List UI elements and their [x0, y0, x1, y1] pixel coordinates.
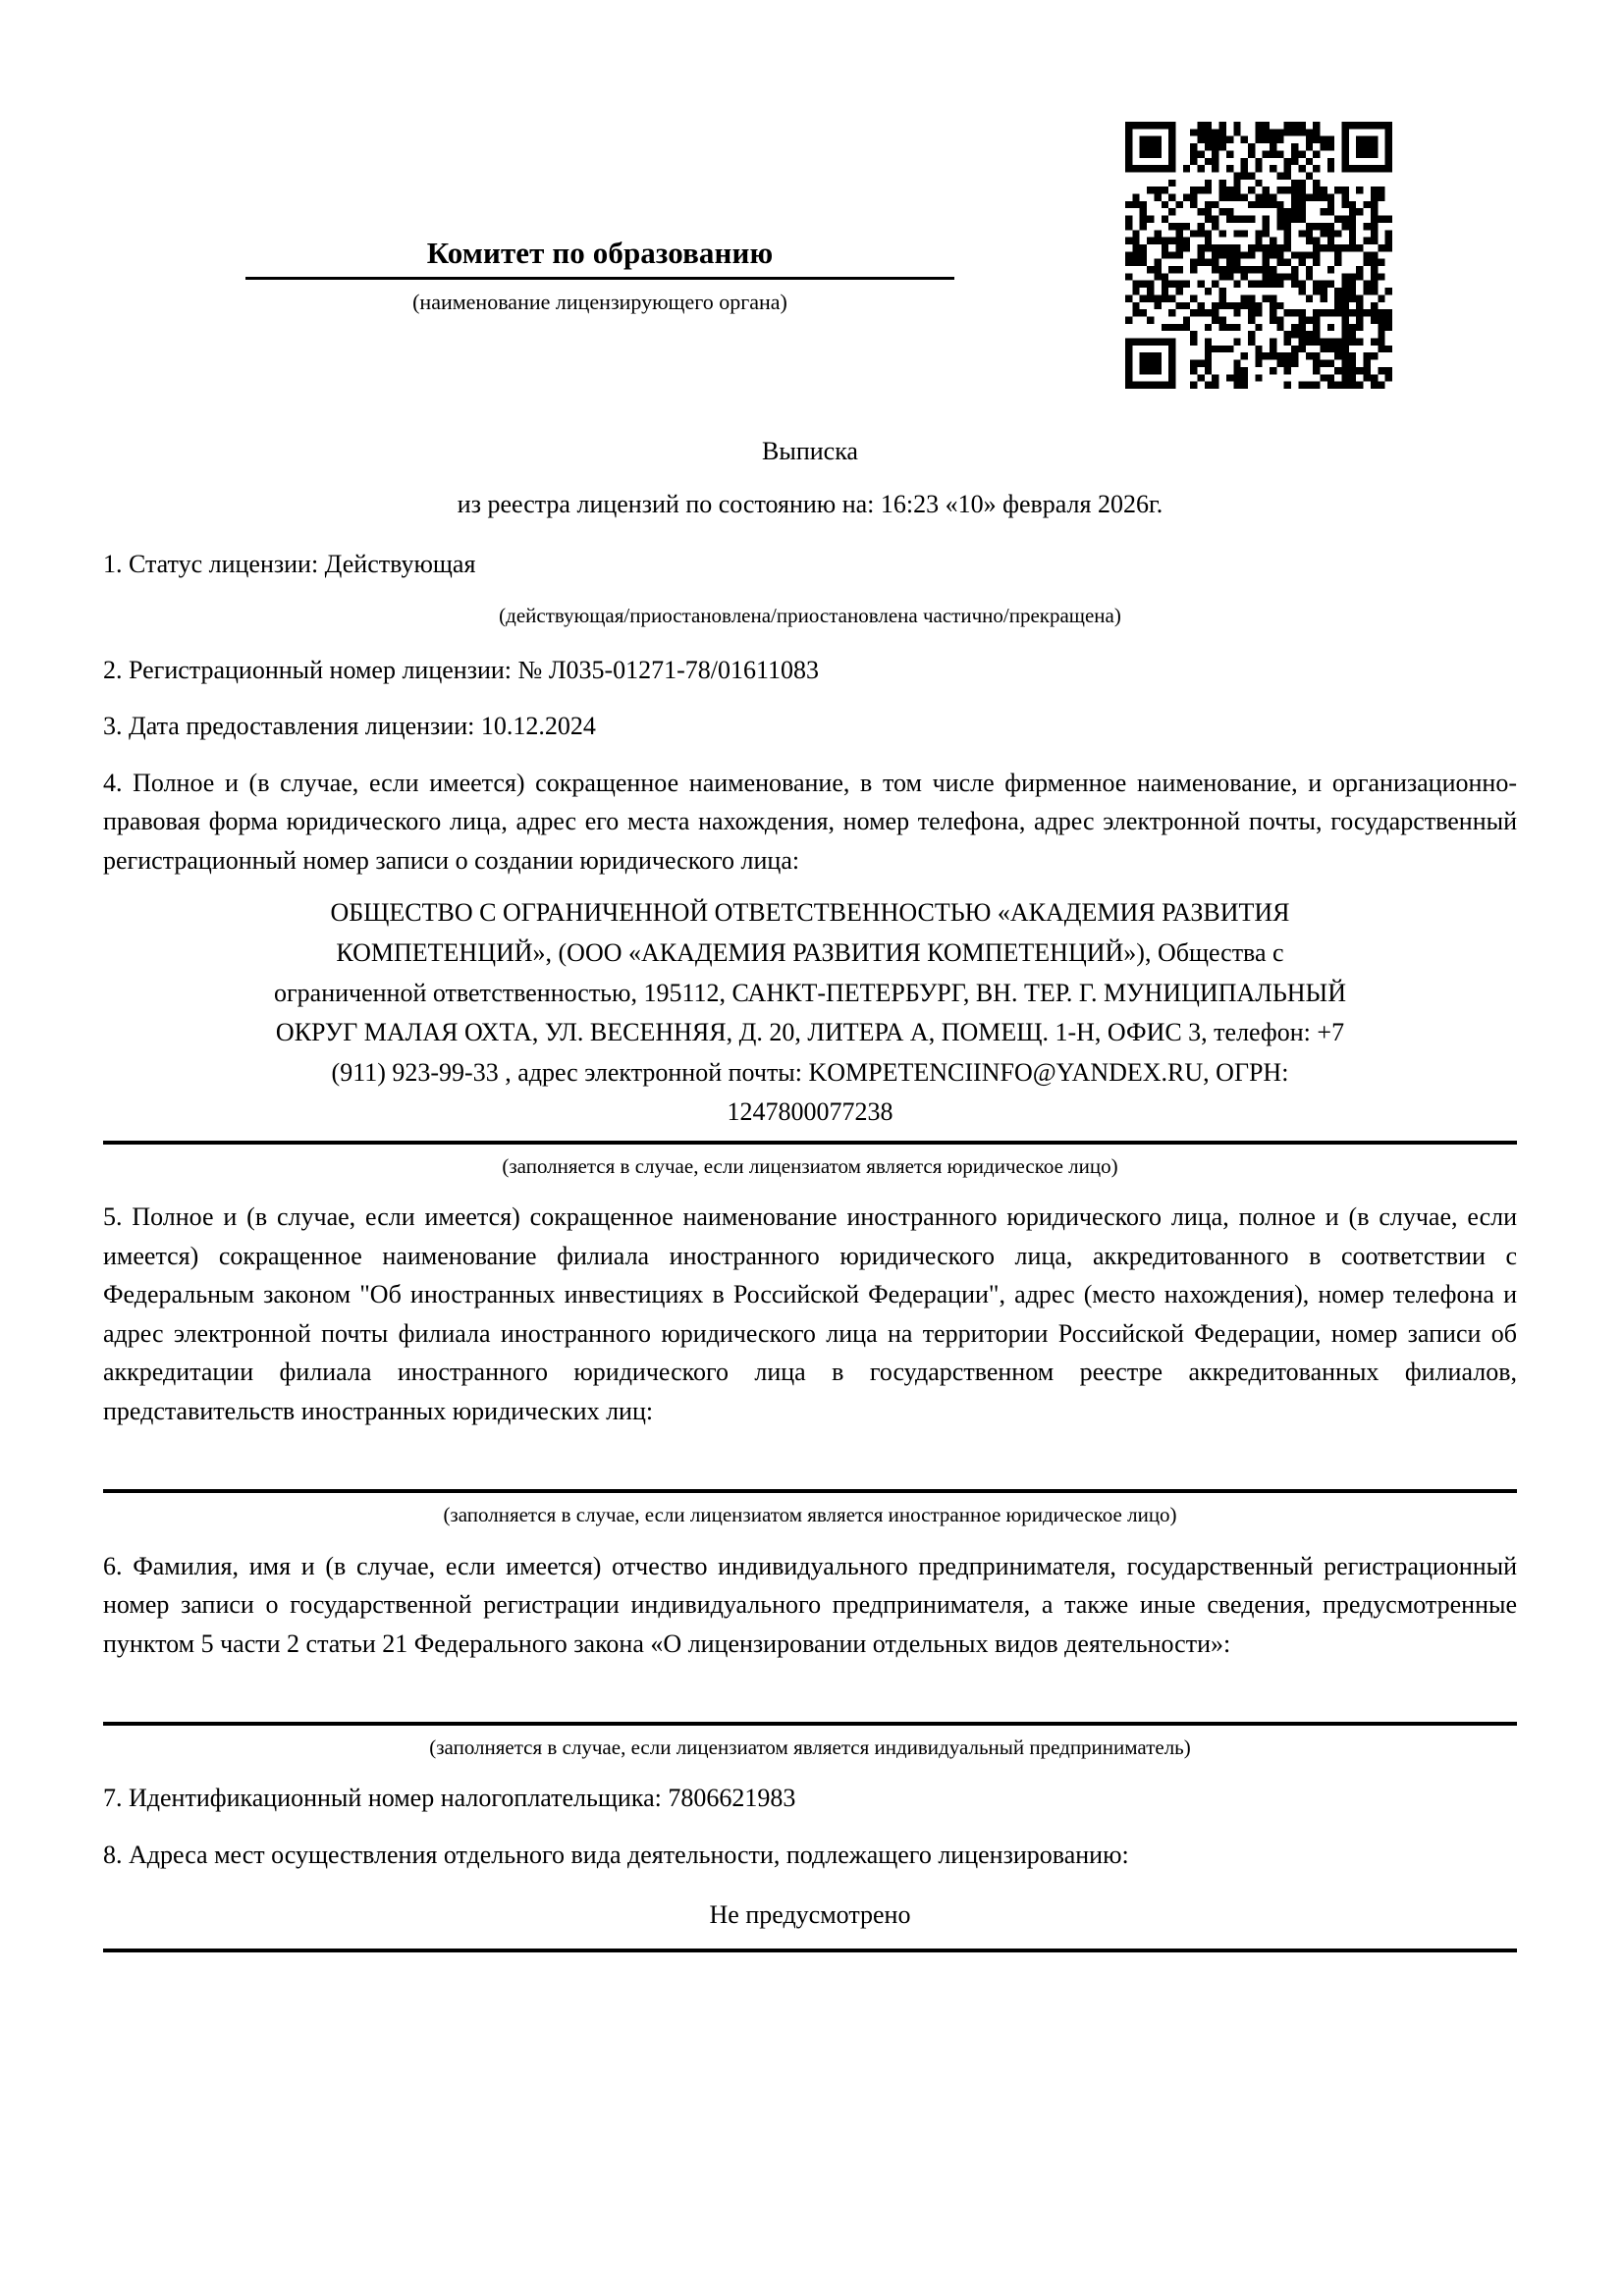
item-8-value: Не предусмотрено	[709, 1900, 911, 1930]
licensing-authority-caption: (наименование лицензирующего органа)	[412, 289, 787, 314]
entity-line: КОМПЕТЕНЦИЙ», (ООО «АКАДЕМИЯ РАЗВИТИЯ КОМПЕТЕНЦИЙ»), Общества с	[336, 938, 1284, 968]
item-4-caption: (заполняется в случае, если лицензиатом является юридическое лицо)	[502, 1153, 1118, 1178]
entity-line: 1247800077238	[727, 1097, 893, 1127]
entity-line: ОБЩЕСТВО С ОГРАНИЧЕННОЙ ОТВЕТСТВЕННОСТЬЮ «АКАДЕМИЯ РАЗВИТИЯ	[330, 898, 1290, 928]
item-7-taxpayer-number: 7. Идентификационный номер налогоплательщика: 7806621983	[103, 1784, 796, 1813]
document-title-line-2: из реестра лицензий по состоянию на: 16:23 «10» февраля 2026г.	[457, 489, 1163, 518]
header-block	[245, 236, 954, 316]
entity-line: ОКРУГ МАЛАЯ ОХТА, УЛ. ВЕСЕННЯЯ, Д. 20, ЛИТЕРА А, ПОМЕЩ. 1-Н, ОФИС 3, телефон: +7	[275, 1018, 1345, 1047]
item-3-issue-date: 3. Дата предоставления лицензии: 10.12.2024	[103, 712, 596, 741]
item-1-status: 1. Статус лицензии: Действующая	[103, 550, 476, 579]
qr-code	[1125, 122, 1392, 389]
item-5-heading: 5. Полное и (в случае, если имеется) сокращенное наименование иностранного юридического лица, полное и (в случае, если имеется) сокращенное наименование филиала иностранного юридического лица, аккредитованного в соответствии с Федеральным законом "Об иностранных инвестициях в Российской Федерации", адрес (место нахождения), номер телефона и адрес электронной почты филиала иностранного юридического лица на территории Российской Федерации, номер записи об аккредитации филиала иностранного юридического лица в государственном реестре аккредитованных филиалов, представительств иностранных юридических лиц:	[103, 1202, 1517, 1425]
document-title-line-1: Выписка	[762, 437, 858, 465]
item-5-caption: (заполняется в случае, если лицензиатом является иностранное юридическое лицо)	[443, 1503, 1177, 1527]
entity-line: (911) 923-99-33 , адрес электронной почты: KOMPETENCIINFO@YANDEX.RU, ОГРН:	[331, 1057, 1289, 1087]
item-6-caption: (заполняется в случае, если лицензиатом является индивидуальный предприниматель)	[429, 1735, 1191, 1760]
entity-line: ограниченной ответственностью, 195112, САНКТ-ПЕТЕРБУРГ, ВН. ТЕР. Г. МУНИЦИПАЛЬНЫЙ	[273, 978, 1347, 1007]
item-1-caption: (действующая/приостановлена/приостановлена частично/прекращена)	[499, 603, 1121, 627]
item-6-heading: 6. Фамилия, имя и (в случае, если имеется) отчество индивидуального предпринимателя, государственный регистрационный номер записи о государственной регистрации индивидуального предпринимателя, а также иные сведения, предусмотренные пунктом 5 части 2 статьи 21 Федерального закона «О лицензировании отдельных видов деятельности»:	[103, 1551, 1517, 1658]
licensing-authority-name: Комитет по образованию	[426, 236, 774, 270]
item-8-heading: 8. Адреса мест осуществления отдельного вида деятельности, подлежащего лицензированию:	[103, 1840, 1129, 1869]
item-8-separator-rule	[103, 1949, 1517, 1952]
document-body	[103, 432, 1517, 1952]
item-4-entity-details	[103, 893, 1517, 1132]
item-4-heading: 4. Полное и (в случае, если имеется) сокращенное наименование, в том числе фирменное наименование, и организационно-правовая форма юридического лица, адрес его места нахождения, номер телефона, адрес электронной почты, государственный регистрационный номер записи о создании юридического лица:	[103, 768, 1517, 875]
item-2-registration-number: 2. Регистрационный номер лицензии: № Л035-01271-78/01611083	[103, 655, 820, 684]
